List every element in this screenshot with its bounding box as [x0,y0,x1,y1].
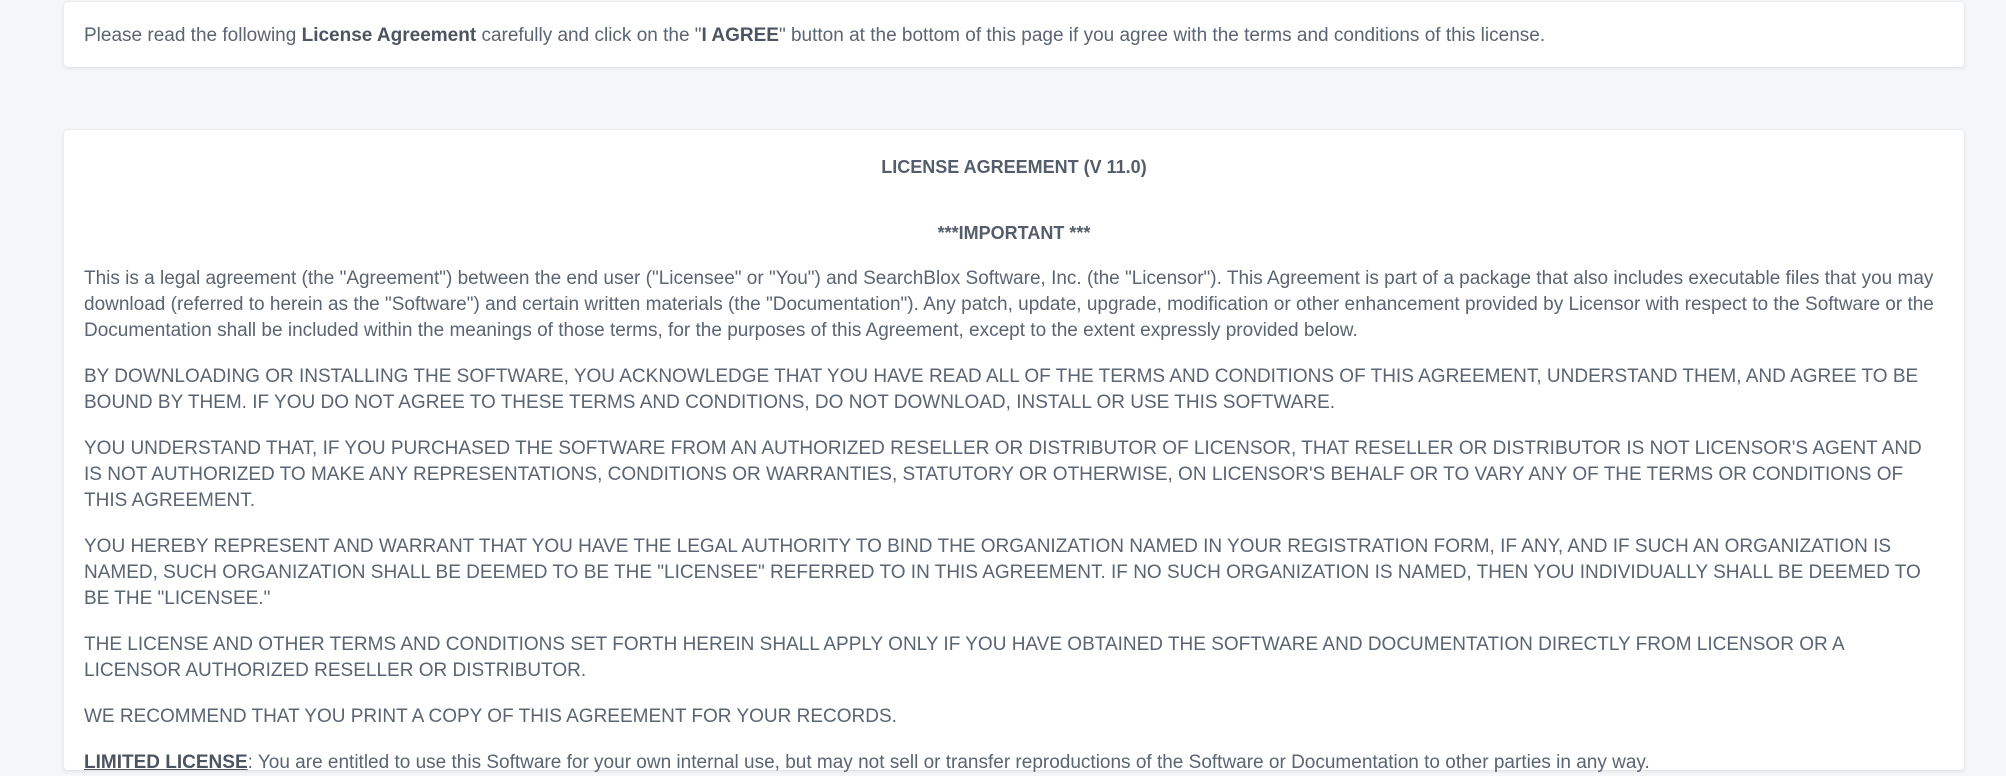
license-paragraph-authority: YOU HEREBY REPRESENT AND WARRANT THAT YOU HAVE THE LEGAL AUTHORITY TO BIND THE ORGANIZATION NAMED IN YOUR REGISTRATION FORM, IF ANY, AND IF SUCH AN ORGANIZATION IS NAMED, SUCH ORGANIZATION SHALL BE DEEMED TO BE THE "LICENSEE" REFERRED TO IN THIS AGREEMENT. IF NO SUCH ORGANIZATION IS NAMED, THEN YOU INDIVIDUALLY SHALL BE DEEMED TO BE THE "LICENSEE." [84,536,1921,609]
notice-text-1: Please read the following [84,25,302,46]
limited-license-text: : You are entitled to use this Software for your own internal use, but may not sell or transfer reproductions of the Software or Documentation to other parties in any way. [247,752,1650,773]
license-paragraph-limited-license [84,750,1944,776]
license-title: LICENSE AGREEMENT (V 11.0) [881,157,1147,177]
notice-text-3: " button at the bottom of this page if you agree with the terms and conditions of this license. [778,25,1546,46]
license-paragraph-intro: This is a legal agreement (the "Agreement") between the end user ("Licensee" or "You") and SearchBlox Software, Inc. (the "Licensor"). This Agreement is part of a package that also includes executable files that you may download (referred to herein as the "Software") and certain written materials (the "Documentation"). Any patch, update, upgrade, modification or other enhancement provided by Licensor with respect to the Software or the Documentation shall be included within the meanings of those terms, for the purposes of this Agreement, except to the extent expressly provided below. [84,268,1934,341]
limited-license-term: LIMITED LICENSE [84,752,248,773]
license-agreement-panel[interactable] [64,130,1964,773]
license-paragraph-acknowledge: BY DOWNLOADING OR INSTALLING THE SOFTWARE, YOU ACKNOWLEDGE THAT YOU HAVE READ ALL OF THE TERMS AND CONDITIONS OF THIS AGREEMENT, UNDERSTAND THEM, AND AGREE TO BE BOUND BY THEM. IF YOU DO NOT AGREE TO THESE TERMS AND CONDITIONS, DO NOT DOWNLOAD, INSTALL OR USE THIS SOFTWARE. [84,366,1919,413]
notice-license-agreement-term: License Agreement [301,25,477,46]
license-notice-banner [64,2,1964,67]
notice-i-agree-term: I AGREE [701,25,779,46]
notice-text-2: carefully and click on the " [476,25,702,46]
license-paragraph-recommend: WE RECOMMEND THAT YOU PRINT A COPY OF THIS AGREEMENT FOR YOUR RECORDS. [84,706,897,727]
license-paragraph-reseller: YOU UNDERSTAND THAT, IF YOU PURCHASED THE SOFTWARE FROM AN AUTHORIZED RESELLER OR DISTRIBUTOR OF LICENSOR, THAT RESELLER OR DISTRIBUTOR IS NOT LICENSOR'S AGENT AND IS NOT AUTHORIZED TO MAKE ANY REPRESENTATIONS, CONDITIONS OR WARRANTIES, STATUTORY OR OTHERWISE, ON LICENSOR'S BEHALF OR TO VARY ANY OF THE TERMS OR CONDITIONS OF THIS AGREEMENT. [84,438,1922,511]
license-important-heading: ***IMPORTANT *** [937,223,1091,243]
license-paragraph-applicability: THE LICENSE AND OTHER TERMS AND CONDITIONS SET FORTH HEREIN SHALL APPLY ONLY IF YOU HAVE OBTAINED THE SOFTWARE AND DOCUMENTATION DIRECTLY FROM LICENSOR OR A LICENSOR AUTHORIZED RESELLER OR DISTRIBUTOR. [84,634,1844,681]
